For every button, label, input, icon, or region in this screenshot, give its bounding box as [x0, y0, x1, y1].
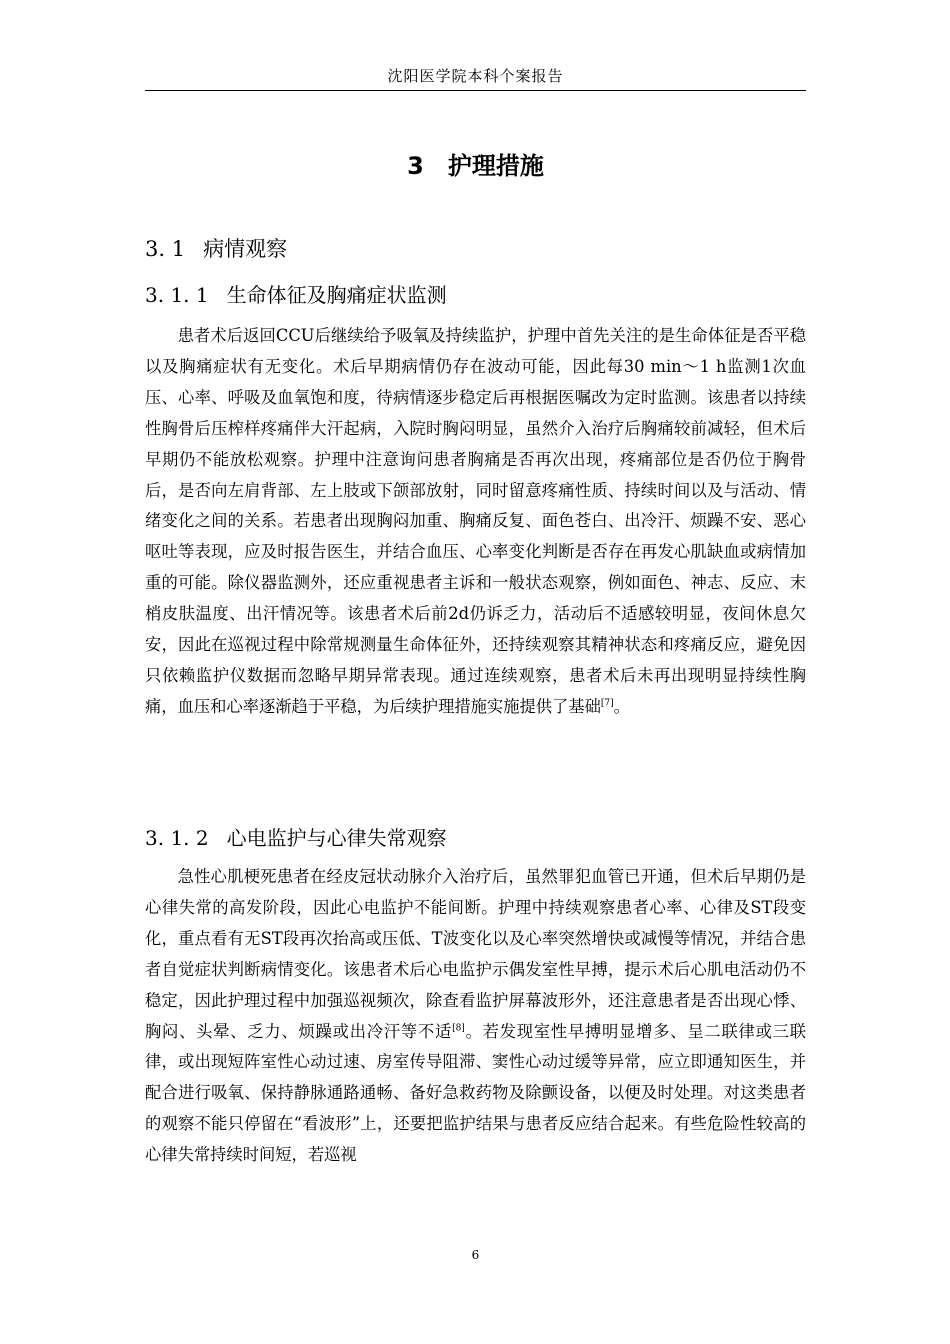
chapter-title: [145, 148, 806, 184]
section-number: 3. 1: [145, 237, 186, 261]
section-heading-3-1: [145, 234, 287, 264]
body-paragraph: [145, 321, 806, 723]
body-paragraph: [145, 862, 806, 1171]
paragraph-text-continued: 。若发现室性早搏明显增多、呈二联律或三联律，或出现短阵室性心动过速、房室传导阻滞、窦性心动过缓等异常，应立即通知医生，并配合进行吸氧、保持静脉通路通畅、备好急救药物及除颤设备，以便及时处理。对这类患者的观察不能只停留在“看波形”上，还要把监护结果与患者反应结合起来。有些危险性较高的心律失常持续时间短，若巡视: [145, 1021, 806, 1165]
section-title: 心电监护与心律失常观察: [226, 826, 447, 850]
paragraph-text: 急性心肌梗死患者在经皮冠状动脉介入治疗后，虽然罪犯血管已开通，但术后早期仍是心律失常的高发阶段，因此心电监护不能间断。护理中持续观察患者心率、心律及ST段变化，重点看有无ST段再次抬高或压低、T波变化以及心率突然增快或减慢等情况，并结合患者自觉症状判断病情变化。该患者术后心电监护示偶发室性早搏，提示术后心肌电活动仍不稳定，因此护理过程中加强巡视频次，除查看监护屏幕波形外，还注意患者是否出现心悸、胸闷、头晕、乏力、烦躁或出冷汗等不适: [145, 867, 806, 1041]
section-heading-3-1-1: [145, 280, 447, 310]
section-title: 病情观察: [203, 237, 288, 261]
section-number: 3. 1. 2: [145, 826, 209, 850]
page-number: 6: [471, 1248, 480, 1262]
page-header: 沈阳医学院本科个案报告: [145, 64, 806, 91]
citation-ref: [7]: [600, 698, 614, 709]
citation-ref: [8]: [452, 1023, 465, 1034]
chapter-title-text: 护理措施: [447, 152, 544, 180]
section-title: 生命体征及胸痛症状监测: [226, 283, 447, 307]
paragraph-text: 患者术后返回CCU后继续给予吸氧及持续监护，护理中首先关注的是生命体征是否平稳以及胸痛症状有无变化。术后早期病情仍存在波动可能，因此每30 min～1 h监测1次血压、心率、呼吸及血氧饱和度，待病情逐步稳定后再根据医嘱改为定时监测。该患者以持续性胸骨后压榨样疼痛伴大汗起病，入院时胸闷明显，虽然介入治疗后胸痛较前减轻，但术后早期仍不能放松观察。护理中注意询问患者胸痛是否再次出现，疼痛部位是否仍位于胸骨后，是否向左肩背部、左上肢或下颌部放射，同时留意疼痛性质、持续时间以及与活动、情绪变化之间的关系。若患者出现胸闷加重、胸痛反复、面色苍白、出冷汗、烦躁不安、恶心呕吐等表现，应及时报告医生，并结合血压、心率变化判断是否存在再发心肌缺血或病情加重的可能。除仪器监测外，还应重视患者主诉和一般状态观察，例如面色、神志、反应、末梢皮肤温度、出汗情况等。该患者术后前2d仍诉乏力，活动后不适感较明显，夜间休息欠安，因此在巡视过程中除常规测量生命体征外，还持续观察其精神状态和疼痛反应，避免因只依赖监护仪数据而忽略早期异常表现。通过连续观察，患者术后未再出现明显持续性胸痛，血压和心率逐渐趋于平稳，为后续护理措施实施提供了基础: [145, 326, 806, 716]
section-number: 3. 1. 1: [145, 283, 209, 307]
chapter-number: 3: [407, 152, 424, 180]
paragraph-tail: 。: [613, 696, 630, 716]
section-heading-3-1-2: [145, 823, 447, 853]
